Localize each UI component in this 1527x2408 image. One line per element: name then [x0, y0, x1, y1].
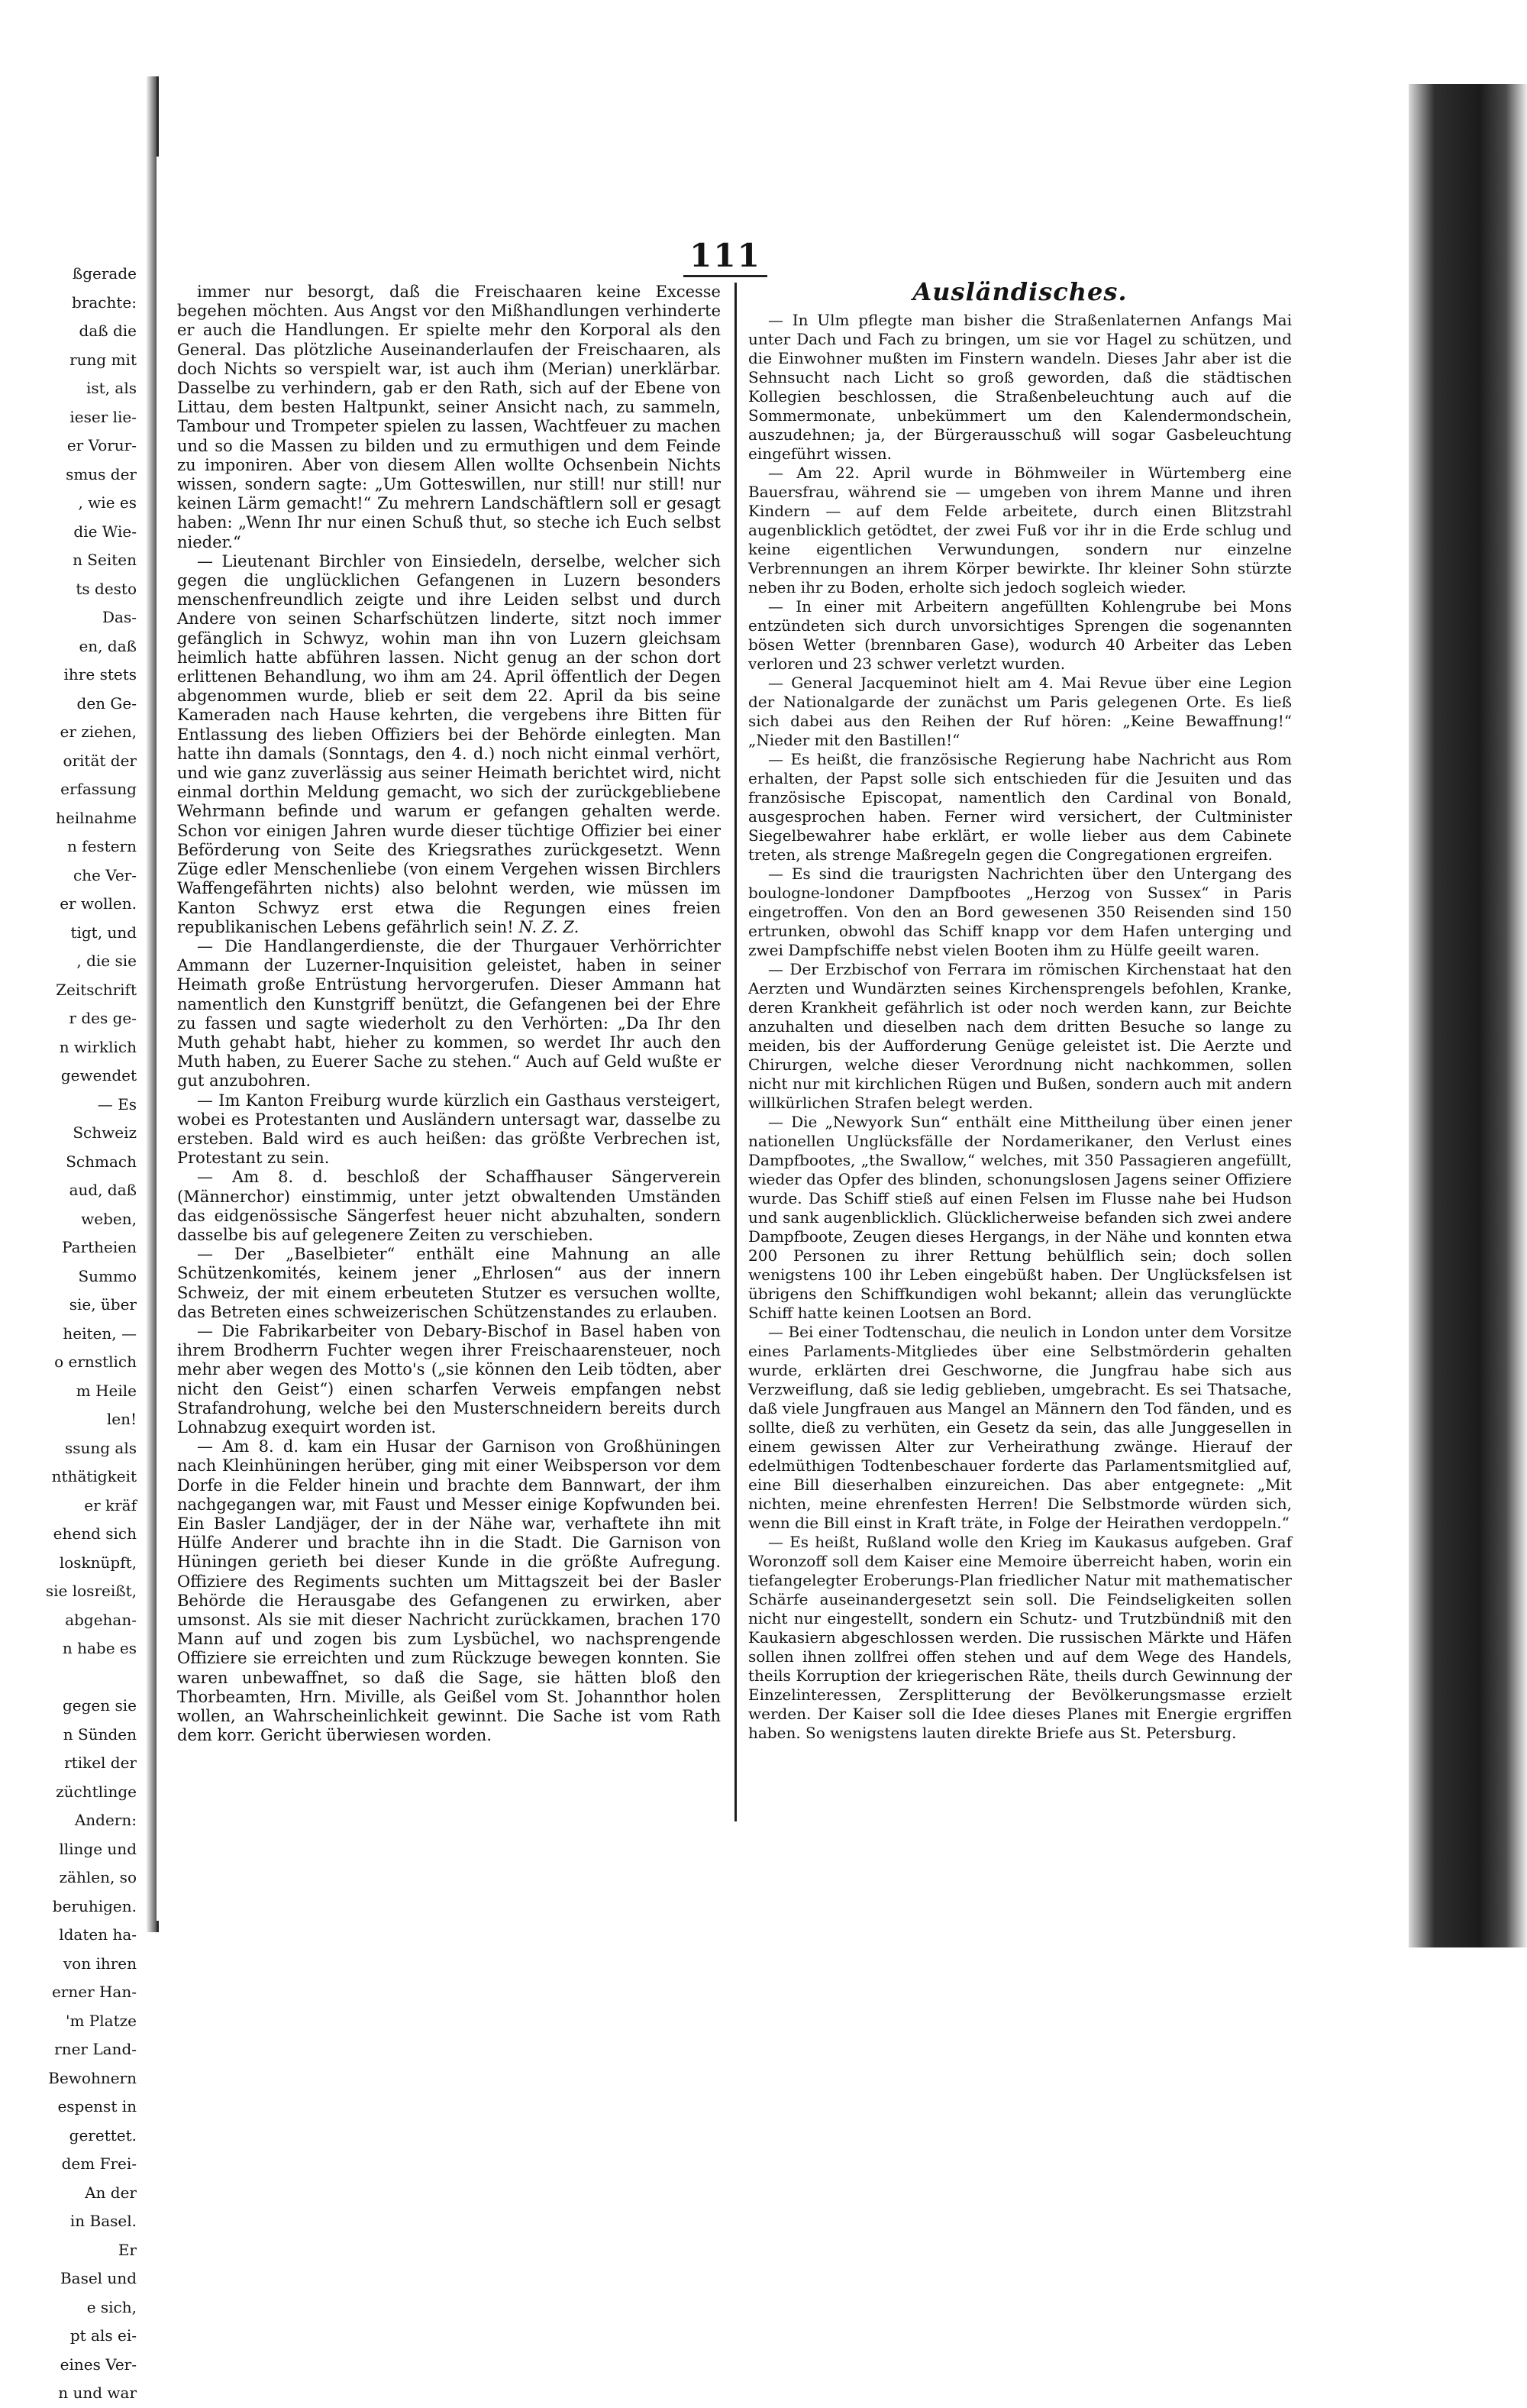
margin-fragment: Bewohnern	[48, 2068, 137, 2087]
margin-fragment: Das-	[102, 608, 137, 626]
article-paragraph: — Es heißt, die französische Regierung habe Nachricht aus Rom erhalten, der Papst solle sich entschieden für die Jesuiten und das französische Episcopat, namentlich den Cardinal von Bonald, ausgesprochen haben. Ferner wird versichert, der Cultminister Siegelbewahrer habe erklärt, er wolle lieber aus dem Cabinete treten, als strenge Maßregeln gegen die Congregationen ergreifen.	[748, 750, 1292, 864]
article-paragraph: — In einer mit Arbeitern angefüllten Kohlengrube bei Mons entzündeten sich durch unvorsichtiges Sprengen die sogenannten bösen Wetter (brennbaren Gase), wodurch 40 Arbeiter das Leben verloren und 23 schwer verletzt wurden.	[748, 597, 1292, 673]
margin-fragment: espenst in	[57, 2097, 137, 2115]
margin-fragment: daß die	[79, 322, 137, 340]
column-divider	[734, 283, 737, 1821]
margin-fragment: erfassung	[60, 780, 137, 798]
margin-fragment: ieser lie-	[69, 407, 137, 426]
margin-fragment: rner Land-	[54, 2040, 137, 2058]
source-signature: N. Z. Z.	[518, 917, 579, 936]
margin-fragment: er wollen.	[60, 894, 137, 913]
article-paragraph: — Es sind die traurigsten Nachrichten über den Untergang des boulogne-londoner Dampfbootes „Herzog von Sussex“ in Paris eingetroffen. Von den an Bord gewesenen 350 Reisenden sind 150 ertrunken, obwohl das Schiff knapp vor dem Hafen unterging und zwei Dampfschiffe nebst vielen Booten ihm zu Hülfe geeilt waren.	[748, 865, 1292, 959]
margin-fragment: Schweiz	[73, 1123, 137, 1142]
margin-fragment: o ernstlich	[54, 1353, 137, 1371]
margin-fragment: er kräf	[84, 1495, 137, 1514]
margin-fragment: gegen sie	[62, 1696, 137, 1715]
article-paragraph: — Die Handlangerdienste, die der Thurgauer Verhörrichter Ammann der Luzerner-Inquisition geleistet, haben in seiner Heimath große Entrüstung hervorgerufen. Dieser Ammann hat namentlich den Kunstgriff benützt, die Gefangenen bei der Ehre zu fassen und sagte wiederholt zu den Verhörten: „Da Ihr den Muth gehabt habt, hieher zu kommen, so werdet Ihr auch den Muth haben, zu Euerer Sache zu stehen.“ Auch auf Geld wußte er gut anzubohren.	[177, 936, 721, 1091]
margin-fragment: zählen, so	[59, 1868, 137, 1886]
margin-fragment: nthätigkeit	[51, 1467, 137, 1485]
article-paragraph: — Der „Baselbieter“ enthält eine Mahnung an alle Schützenkomités, keinem jener „Ehrlosen“ aus der innern Schweiz, der mit einem erbeuteten Stutzer es versuchen wollte, das Betreten eines schweizerischen Schützenstandes zu erlauben.	[177, 1245, 721, 1321]
margin-fragment: r des ge-	[69, 1009, 137, 1027]
previous-page-edge	[0, 76, 159, 2402]
margin-fragment: Schmach	[66, 1152, 137, 1171]
article-paragraph: — Bei einer Todtenschau, die neulich in London unter dem Vorsitze eines Parlaments-Mitgliedes über eine Selbstmörderin gehalten wurde, erklärten drei Geschworne, die Jungfrau habe sich aus Verzweiflung, daß sie ledig geblieben, umgebracht. Es sei Thatsache, daß viele Jungfrauen aus Mangel an Männern den Tod fänden, und es sollte, dieß zu verhüten, ein Gesetz da sein, das alle Junggesellen in einem gewissen Alter zur Verheirathung zwänge. Hierauf der edelmüthigen Todtenbeschauer forderte das Parlamentsmitglied auf, eine Bill dieserhalben einzureichen. Das aber entgegnete: „Mit nichten, meine ehrenfesten Herren! Die Selbstmorde würden sich, wenn die Bill einst in Kraft träte, in Folge der Heirathen verdoppeln.“	[748, 1323, 1292, 1532]
margin-fragment: e sich,	[86, 2297, 137, 2316]
margin-fragment: ist, als	[86, 379, 137, 397]
right-column	[748, 277, 1292, 1743]
margin-fragment	[0, 1663, 157, 1692]
margin-fragment: en, daß	[79, 636, 137, 655]
margin-fragment: sie, über	[69, 1295, 137, 1314]
margin-fragment: sie losreißt,	[45, 1582, 137, 1600]
margin-fragment: n und war	[58, 2384, 137, 2402]
section-heading: Ausländisches.	[912, 277, 1128, 306]
article-paragraph: — Die „Newyork Sun“ enthält eine Mittheilung über einen jener nationellen Unglücksfälle der Nordamerikaner, den Verlust eines Dampfbootes, „the Swallow,“ welches, mit 350 Passagieren angefüllt, wieder das Opfer des blinden, schonungslosen Jagens seiner Offiziere wurde. Das Schiff stieß auf einen Felsen im Flusse nahe bei Hudson und sank augenblicklich. Glücklicherweise befanden sich zwei andere Dampfboote, Zeugen dieses Hergangs, in der Nähe und konnten etwa 200 Personen zu ihrer Rettung behülflich sein; doch sollen wenigstens 100 ihr Leben eingebüßt haben. Der Unglücksfelsen ist übrigens den Schiffkundigen wohl bekannt; allein das verunglückte Schiff hatte keinen Lootsen an Bord.	[748, 1113, 1292, 1322]
margin-fragment: heilnahme	[56, 808, 137, 827]
margin-fragment: züchtlinge	[56, 1782, 137, 1801]
article-paragraph: immer nur besorgt, daß die Freischaaren keine Excesse begehen möchten. Aus Angst vor den Mißhandlungen verhinderte er auch die Handlungen. Er spielte mehr den Korporal als den General. Das plötzliche Auseinanderlaufen der Freischaaren, als doch Nichts so verspielt war, ist auch ihm (Merian) unerklärbar. Dasselbe zu verhindern, gab er den Rath, sich auf der Ebene von Littau, dem besten Haltpunkt, seiner Ansicht nach, zu sammeln, Tambour und Trompeter spielen zu lassen, Wachtfeuer zu machen und so die Massen zu bilden und zu ermuthigen und dem Feinde zu imponiren. Aber von diesem Allen wollte Ochsenbein Nichts wissen, sondern sagte: „Um Gotteswillen, nur still! nur still! nur keinen Lärm gemacht!“ Zu mehrern Landschäftlern soll er gesagt haben: „Wenn Ihr nur einen Schuß thut, so steche ich Euch selbst nieder.“	[177, 283, 721, 551]
margin-fragment: Andern:	[74, 1811, 137, 1829]
book-edge-shadow	[1409, 84, 1527, 1947]
previous-page-text-fragments	[0, 260, 157, 2408]
margin-fragment: n Sünden	[63, 1724, 137, 1744]
margin-fragment: — Es	[97, 1094, 137, 1113]
margin-fragment: gerettet.	[69, 2125, 137, 2145]
margin-fragment: von ihren	[63, 1954, 137, 1973]
article-paragraph	[177, 552, 721, 937]
margin-fragment: smus der	[66, 464, 137, 483]
margin-fragment: gewendet	[60, 1066, 137, 1084]
margin-fragment: dem Frei-	[61, 2154, 137, 2173]
article-paragraph: — Am 8. d. kam ein Husar der Garnison von Großhüningen nach Kleinhüningen herüber, ging mit einer Weibsperson vor dem Dorfe in die Felder hinein und brachte dem Bannwart, der ihm nachgegangen war, mit Faust und Messer einige Kopfwunden bei. Ein Basler Landjäger, der in der Nähe war, verhaftete ihn mit Hülfe Anderer und brachte ihn in die Stadt. Die Garnison von Hüningen gerieth bei dieser Kunde in die größte Aufregung. Offiziere des Regiments suchten um Mittagszeit bei der Basler Behörde die Herausgabe des Gefangenen zu erwirken, aber umsonst. Als sie mit dieser Nachricht zurückkamen, brachen 170 Mann auf und zogen bis zum Lysbüchel, wo nachsprengende Offiziere sie erreichten und zum Rückzuge bewegen konnten. Sie waren unbewaffnet, so daß die Sage, sie hätten bloß den Thorbeamten, Hrn. Miville, als Geißel vom St. Johannthor holen wollen, an Wahrscheinlichkeit gewinnt. Die Sache ist vom Rath dem korr. Gericht überwiesen worden.	[177, 1437, 721, 1745]
margin-fragment: pt als ei-	[69, 2326, 137, 2345]
margin-fragment: ihre stets	[63, 665, 137, 684]
margin-fragment: brachte:	[72, 293, 137, 312]
margin-fragment: Zeitschrift	[56, 980, 137, 999]
margin-fragment: rtikel der	[64, 1753, 137, 1772]
margin-fragment: abgehan-	[65, 1610, 137, 1629]
margin-fragment: losknüpft,	[59, 1553, 137, 1572]
margin-fragment: heiten, —	[63, 1324, 137, 1343]
article-paragraph: — Im Kanton Freiburg wurde kürzlich ein Gasthaus versteigert, wobei es Protestanten und Ausländern untersagt war, dasselbe zu ersteben. Bald wird es auch heißen: das größte Verbrechen ist, Protestant zu sein.	[177, 1091, 721, 1168]
margin-fragment: Er	[118, 2240, 137, 2259]
margin-fragment: weben,	[81, 1209, 137, 1228]
article-paragraph: — Am 22. April wurde in Böhmweiler in Würtemberg eine Bauersfrau, während sie — umgeben von ihrem Manne und ihren Kindern — auf dem Felde arbeitete, durch einen Blitzstrahl augenblicklich getödtet, der zwei Fuß vor ihr in die Erde schlug und keine eigentlichen Verwundungen, sondern nur einzelne Verbrennungen an ihrem Körper bewirkte. Ihr kleiner Sohn stürzte neben ihr zu Boden, erholte sich jedoch sogleich wieder.	[748, 464, 1292, 596]
article-paragraph: — In Ulm pflegte man bisher die Straßenlaternen Anfangs Mai unter Dach und Fach zu bringen, um sie vor Hagel zu schützen, und die Einwohner mußten im Finstern wandeln. Dieses Jahr aber ist die Sehnsucht nach Licht so groß geworden, daß die städtischen Kollegien beschlossen, die Straßenbeleuchtung auch auf die Sommermonate, unbekümmert um den Kalendermondschein, auszudehnen; ja, der Bürgerausschuß will sogar Gasbeleuchtung eingeführt wissen.	[748, 311, 1292, 463]
page-number-rule	[683, 275, 767, 277]
margin-fragment: er ziehen,	[60, 722, 137, 741]
margin-fragment: erner Han-	[51, 1983, 137, 2001]
binding-shadow	[146, 76, 157, 1932]
margin-fragment: Basel und	[60, 2269, 137, 2287]
article-paragraph: — Der Erzbischof von Ferrara im römischen Kirchenstaat hat den Aerzten und Wundärzten seines Kirchensprengels befohlen, Kranke, deren Krankheit gefährlich ist oder noch werden kann, zur Beichte anzuhalten und dieselben nach dem dritten Besuche so lange zu meiden, bis der Aufforderung Genüge geleistet ist. Die Aerzte und Chirurgen, welche dieser Verordnung nicht nachkommen, sollen nicht nur mit kirchlichen Rügen und Bußen, sondern auch mit andern willkürlichen Strafen belegt werden.	[748, 960, 1292, 1112]
margin-fragment: ehend sich	[53, 1524, 137, 1543]
margin-fragment: beruhigen.	[52, 1896, 137, 1915]
margin-fragment: in Basel.	[69, 2212, 137, 2230]
margin-fragment: Summo	[78, 1266, 137, 1285]
margin-fragment: er Vorur-	[66, 436, 137, 454]
scan-background	[0, 0, 1527, 115]
margin-fragment: rung mit	[69, 350, 137, 369]
margin-fragment: ßgerade	[72, 264, 137, 283]
margin-fragment: die Wie-	[73, 522, 137, 541]
margin-fragment: An der	[85, 2183, 137, 2202]
margin-fragment: n wirklich	[59, 1037, 137, 1056]
article-paragraph: — Am 8. d. beschloß der Schaffhauser Sängerverein (Männerchor) einstimmig, unter jetzt obwaltenden Umständen das eidgenössische Sängerfest heuer nicht abzuhalten, sondern dasselbe bis auf gelegenere Zeiten zu verschieben.	[177, 1168, 721, 1244]
margin-fragment: tigt, und	[70, 923, 137, 942]
article-paragraph: — General Jacqueminot hielt am 4. Mai Revue über eine Legion der Nationalgarde der zunächst um Paris gelegenen Orte. Es ließ sich dabei aus den Reihen der Ruf hören: „Keine Bewaffnung!“ „Nieder mit den Bastillen!“	[748, 674, 1292, 749]
margin-fragment: , wie es	[78, 493, 137, 512]
left-column	[177, 283, 721, 1745]
margin-fragment: m Heile	[76, 1381, 137, 1400]
margin-fragment: ldaten ha-	[59, 1925, 137, 1944]
page-number: 111	[689, 237, 761, 274]
article-text: — Lieutenant Birchler von Einsiedeln, derselbe, welcher sich gegen die unglücklichen Gefangenen in Luzern besonders menschenfreundlich zeigte und ihre Leiden selbst und durch Andere von seinen Scharfschützen linderte, sitzt noch immer gefänglich in Schwyz, wohin man ihn von Luzern gleichsam heimlich hatte abführen lassen. Nicht genug an der schon dort erlittenen Behandlung, wo ihm am 24. April öffentlich der Degen abgenommen wurde, blieb er seit dem 22. April da bis seine Kameraden nach Hause kehrten, die vergebens ihre Bitten für Entlassung des lieben Offiziers bei der Behörde einlegten. Man hatte ihn damals (Sonntags, den 4. d.) noch nicht einmal verhört, und wie ganz zuverlässig aus seiner Heimath berichtet wird, nicht einmal dorthin Meldung gemacht, wo sich der zurückgebliebene Wehrmann befinde und warum er gefangen gehalten werde. Schon vor einigen Jahren wurde dieser tüchtige Offizier bei einer Beförderung von Seite des Kriegsrathes zurückgesetzt. Wenn Züge edler Menschenliebe (von einem Vergehen wissen Birchlers Waffengefährten nichts) also belohnt werden, wie müssen im Kanton Schwyz erst etwa die Regungen eines freien republikanischen Lebens gefährlich sein!	[177, 551, 721, 936]
margin-fragment: eines Ver-	[60, 2355, 137, 2374]
margin-fragment: llinge und	[59, 1839, 137, 1858]
margin-fragment: orität der	[63, 751, 137, 770]
margin-fragment: ssung als	[64, 1438, 137, 1457]
margin-fragment: n festern	[66, 837, 137, 855]
margin-fragment: Partheien	[62, 1238, 137, 1256]
margin-fragment: den Ge-	[76, 693, 137, 713]
article-paragraph: — Es heißt, Rußland wolle den Krieg im Kaukasus aufgeben. Graf Woronzoff soll dem Kaiser eine Memoire überreicht haben, worin ein tiefangelegter Eroberungs-Plan friedlicher Natur mit mathematischer Schärfe auseinandergesetzt sein soll. Die Feindseligkeiten sollen nicht nur eingestellt, sondern ein Schutz- und Trutzbündniß mit den Kaukasiern abgeschlossen werden. Die russischen Märkte und Häfen sollen ihnen zollfrei offen stehen und auf dem Wege des Handels, theils Korruption der kriegerischen Räte, theils durch Gewinnung der Einzelinteressen, Zersplitterung der Bevölkerungsmasse erzielt werden. Der Kaiser soll die Idee dieses Planes mit Energie ergriffen haben. So wenigstens lauten direkte Briefe aus St. Petersburg.	[748, 1533, 1292, 1742]
margin-fragment: len!	[106, 1410, 137, 1428]
margin-fragment: n Seiten	[73, 551, 137, 569]
margin-fragment: , die sie	[76, 952, 137, 970]
article-paragraph: — Die Fabrikarbeiter von Debary-Bischof in Basel haben von ihrem Brodherrn Fuchter wegen ihrer Freischaarensteuer, noch mehr aber wegen des Motto's („sie können den Leib tödten, aber nicht den Geist“) einen scharfen Verweis empfangen nebst Strafandrohung, welche bei den Musterschneidern bereits durch Lohnabzug exequirt worden ist.	[177, 1321, 721, 1437]
margin-fragment: che Ver-	[73, 865, 137, 884]
margin-fragment: 'm Platze	[65, 2011, 137, 2030]
margin-fragment: n habe es	[62, 1639, 137, 1657]
margin-fragment: ts desto	[76, 579, 137, 598]
margin-fragment: aud, daß	[69, 1181, 137, 1199]
